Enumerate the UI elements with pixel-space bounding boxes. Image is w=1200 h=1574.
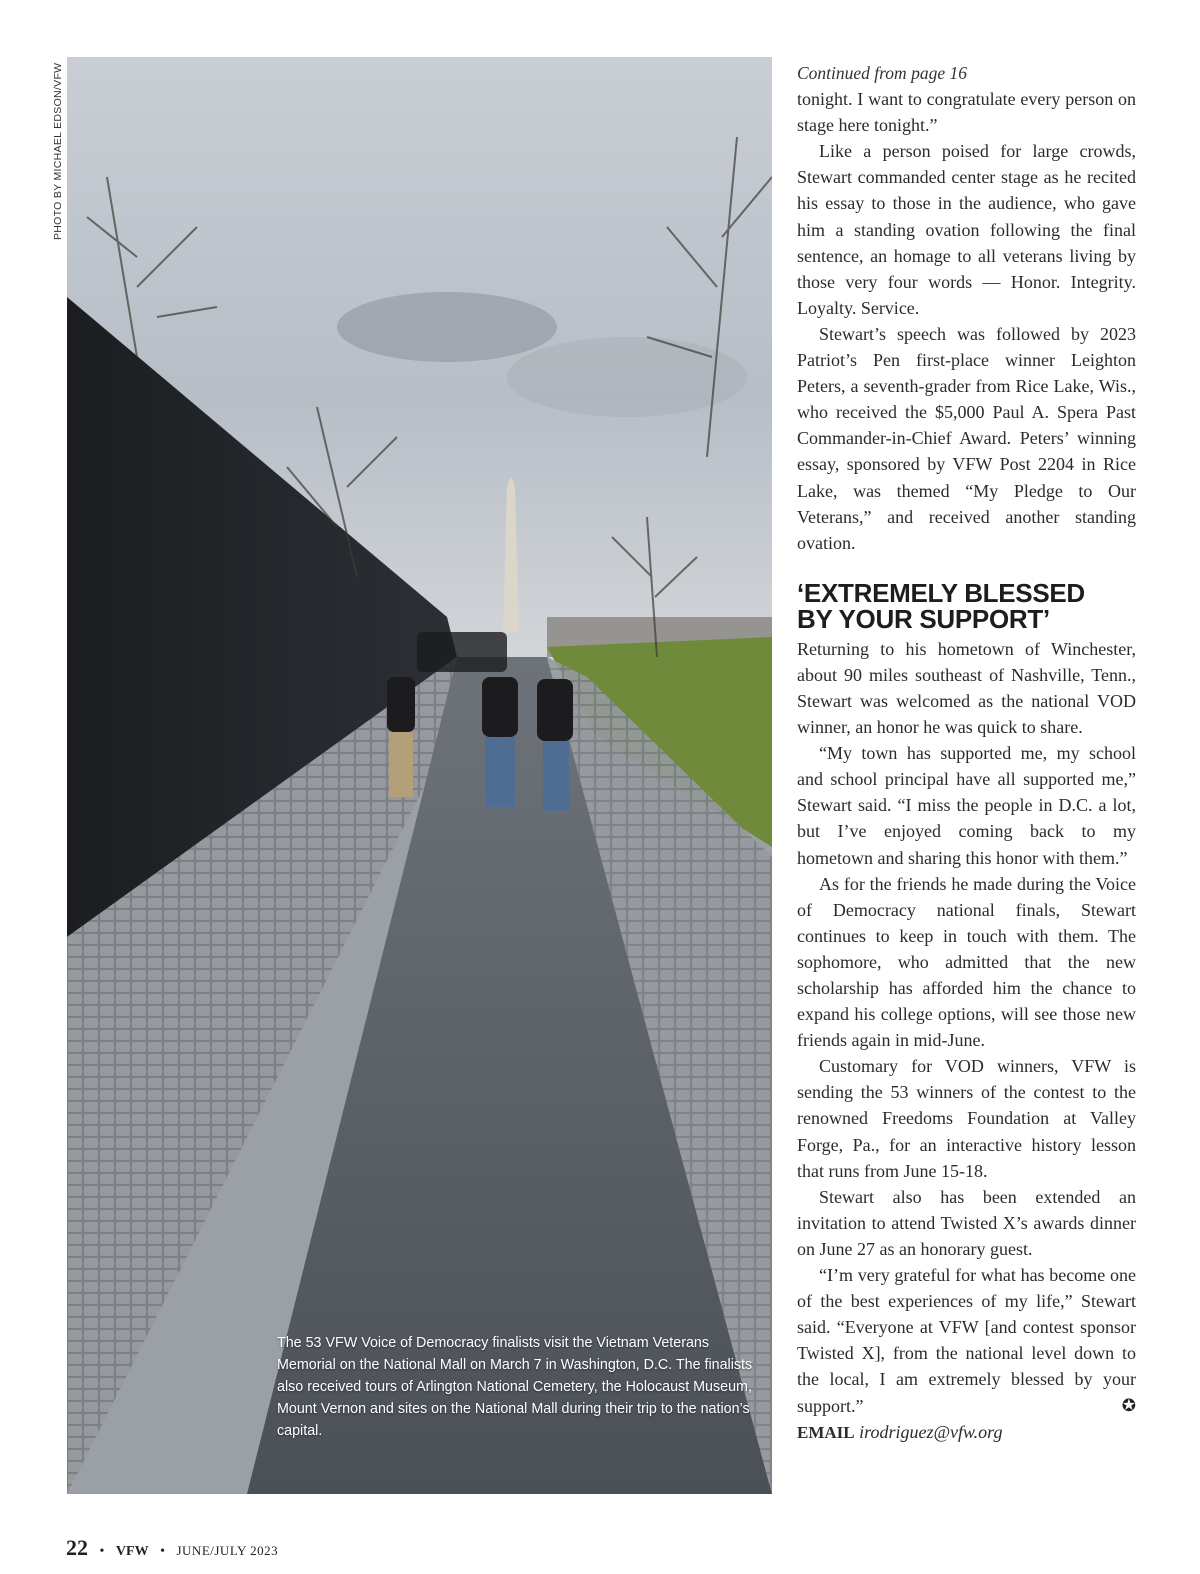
article-paragraph: Like a person poised for large crowds, Stewart commanded center stage as he recited his essay to those in the audience, who gave him a standing ovation following the final sentence, an homage to all veterans living by those very four words — Honor. Integrity. Loyalty. Service. (797, 141, 1136, 318)
final-paragraph-text: “I’m very grateful for what has become one of the best experiences of my life,” Stewart said. “Everyone at VFW [and contest sponsor Twisted X], from the national level down to the local, I am extremely blessed by your support.” (797, 1265, 1136, 1416)
photo-caption: The 53 VFW Voice of Democracy finalists visit the Vietnam Veterans Memorial on the National Mall on March 7 in Washington, D.C. The finalists also received tours of Arlington National Cemetery, the Holocaust Museum, Mount Vernon and sites on the National Mall during their trip to the nation’s capital. (277, 1335, 753, 1439)
issue-date: JUNE/JULY 2023 (176, 1543, 279, 1558)
magazine-name: VFW (115, 1544, 149, 1559)
continued-from: Continued from page 16 (797, 63, 967, 83)
headline-line: ‘EXTREMELY BLESSED (797, 577, 1085, 608)
photo-credit: PHOTO BY MICHAEL EDSON/VFW (52, 62, 64, 240)
page-number: 22 (66, 1535, 88, 1560)
article-paragraph: “My town has supported me, my school and school principal have all supported me,” Stewart said. “I miss the people in D.C. a lot, but I’ve enjoyed coming back to my hometown and sharing this honor with them.” (797, 743, 1136, 868)
section-headline (797, 577, 1136, 634)
article-paragraph-final (797, 1262, 1136, 1419)
page-footer (66, 1535, 278, 1561)
article-photo (67, 57, 772, 1494)
article-paragraph: Customary for VOD winners, VFW is sending the 53 winners of the contest to the renowned Freedoms Foundation at Valley Forge, Pa., for an interactive history lesson that runs from June 15-18. (797, 1056, 1136, 1181)
article-paragraph: Stewart also has been extended an invitation to attend Twisted X’s awards dinner on June 27 as an honorary guest. (797, 1186, 1136, 1259)
article-paragraph: tonight. I want to congratulate every person on stage here tonight.” (797, 89, 1136, 136)
article-paragraph: As for the friends he made during the Voice of Democracy national finals, Stewart continues to keep in touch with them. The sophomore, who admitted that the new scholarship has afforded him the chance to expand his college options, will see those new friends again in mid-June. (797, 873, 1136, 1051)
article-body (797, 60, 1136, 1446)
article-paragraph: Returning to his hometown of Winchester, about 90 miles southeast of Nashville, Tenn., Stewart was welcomed as the national VOD winner, an honor he was quick to share. (797, 638, 1136, 738)
end-mark-icon: ✪ (1121, 1395, 1136, 1416)
email-address[interactable]: irodriguez@vfw.org (859, 1421, 1003, 1442)
author-email (797, 1419, 1136, 1446)
headline-line: BY YOUR SUPPORT’ (797, 603, 1050, 634)
footer-separator: • (99, 1544, 105, 1559)
article-paragraph: Stewart’s speech was followed by 2023 Patriot’s Pen first-place winner Leighton Peters, a seventh-grader from Rice Lake, Wis., who received the $5,000 Paul A. Spera Past Commander-in-Chief Award. Peters’ winning essay, sponsored by VFW Post 2204 in Rice Lake, was themed “My Pledge to Our Veterans,” and received another standing ovation. (797, 323, 1136, 553)
footer-separator: • (160, 1544, 165, 1559)
memorial-photo-illustration (67, 57, 772, 1494)
email-label: EMAIL (797, 1422, 855, 1442)
